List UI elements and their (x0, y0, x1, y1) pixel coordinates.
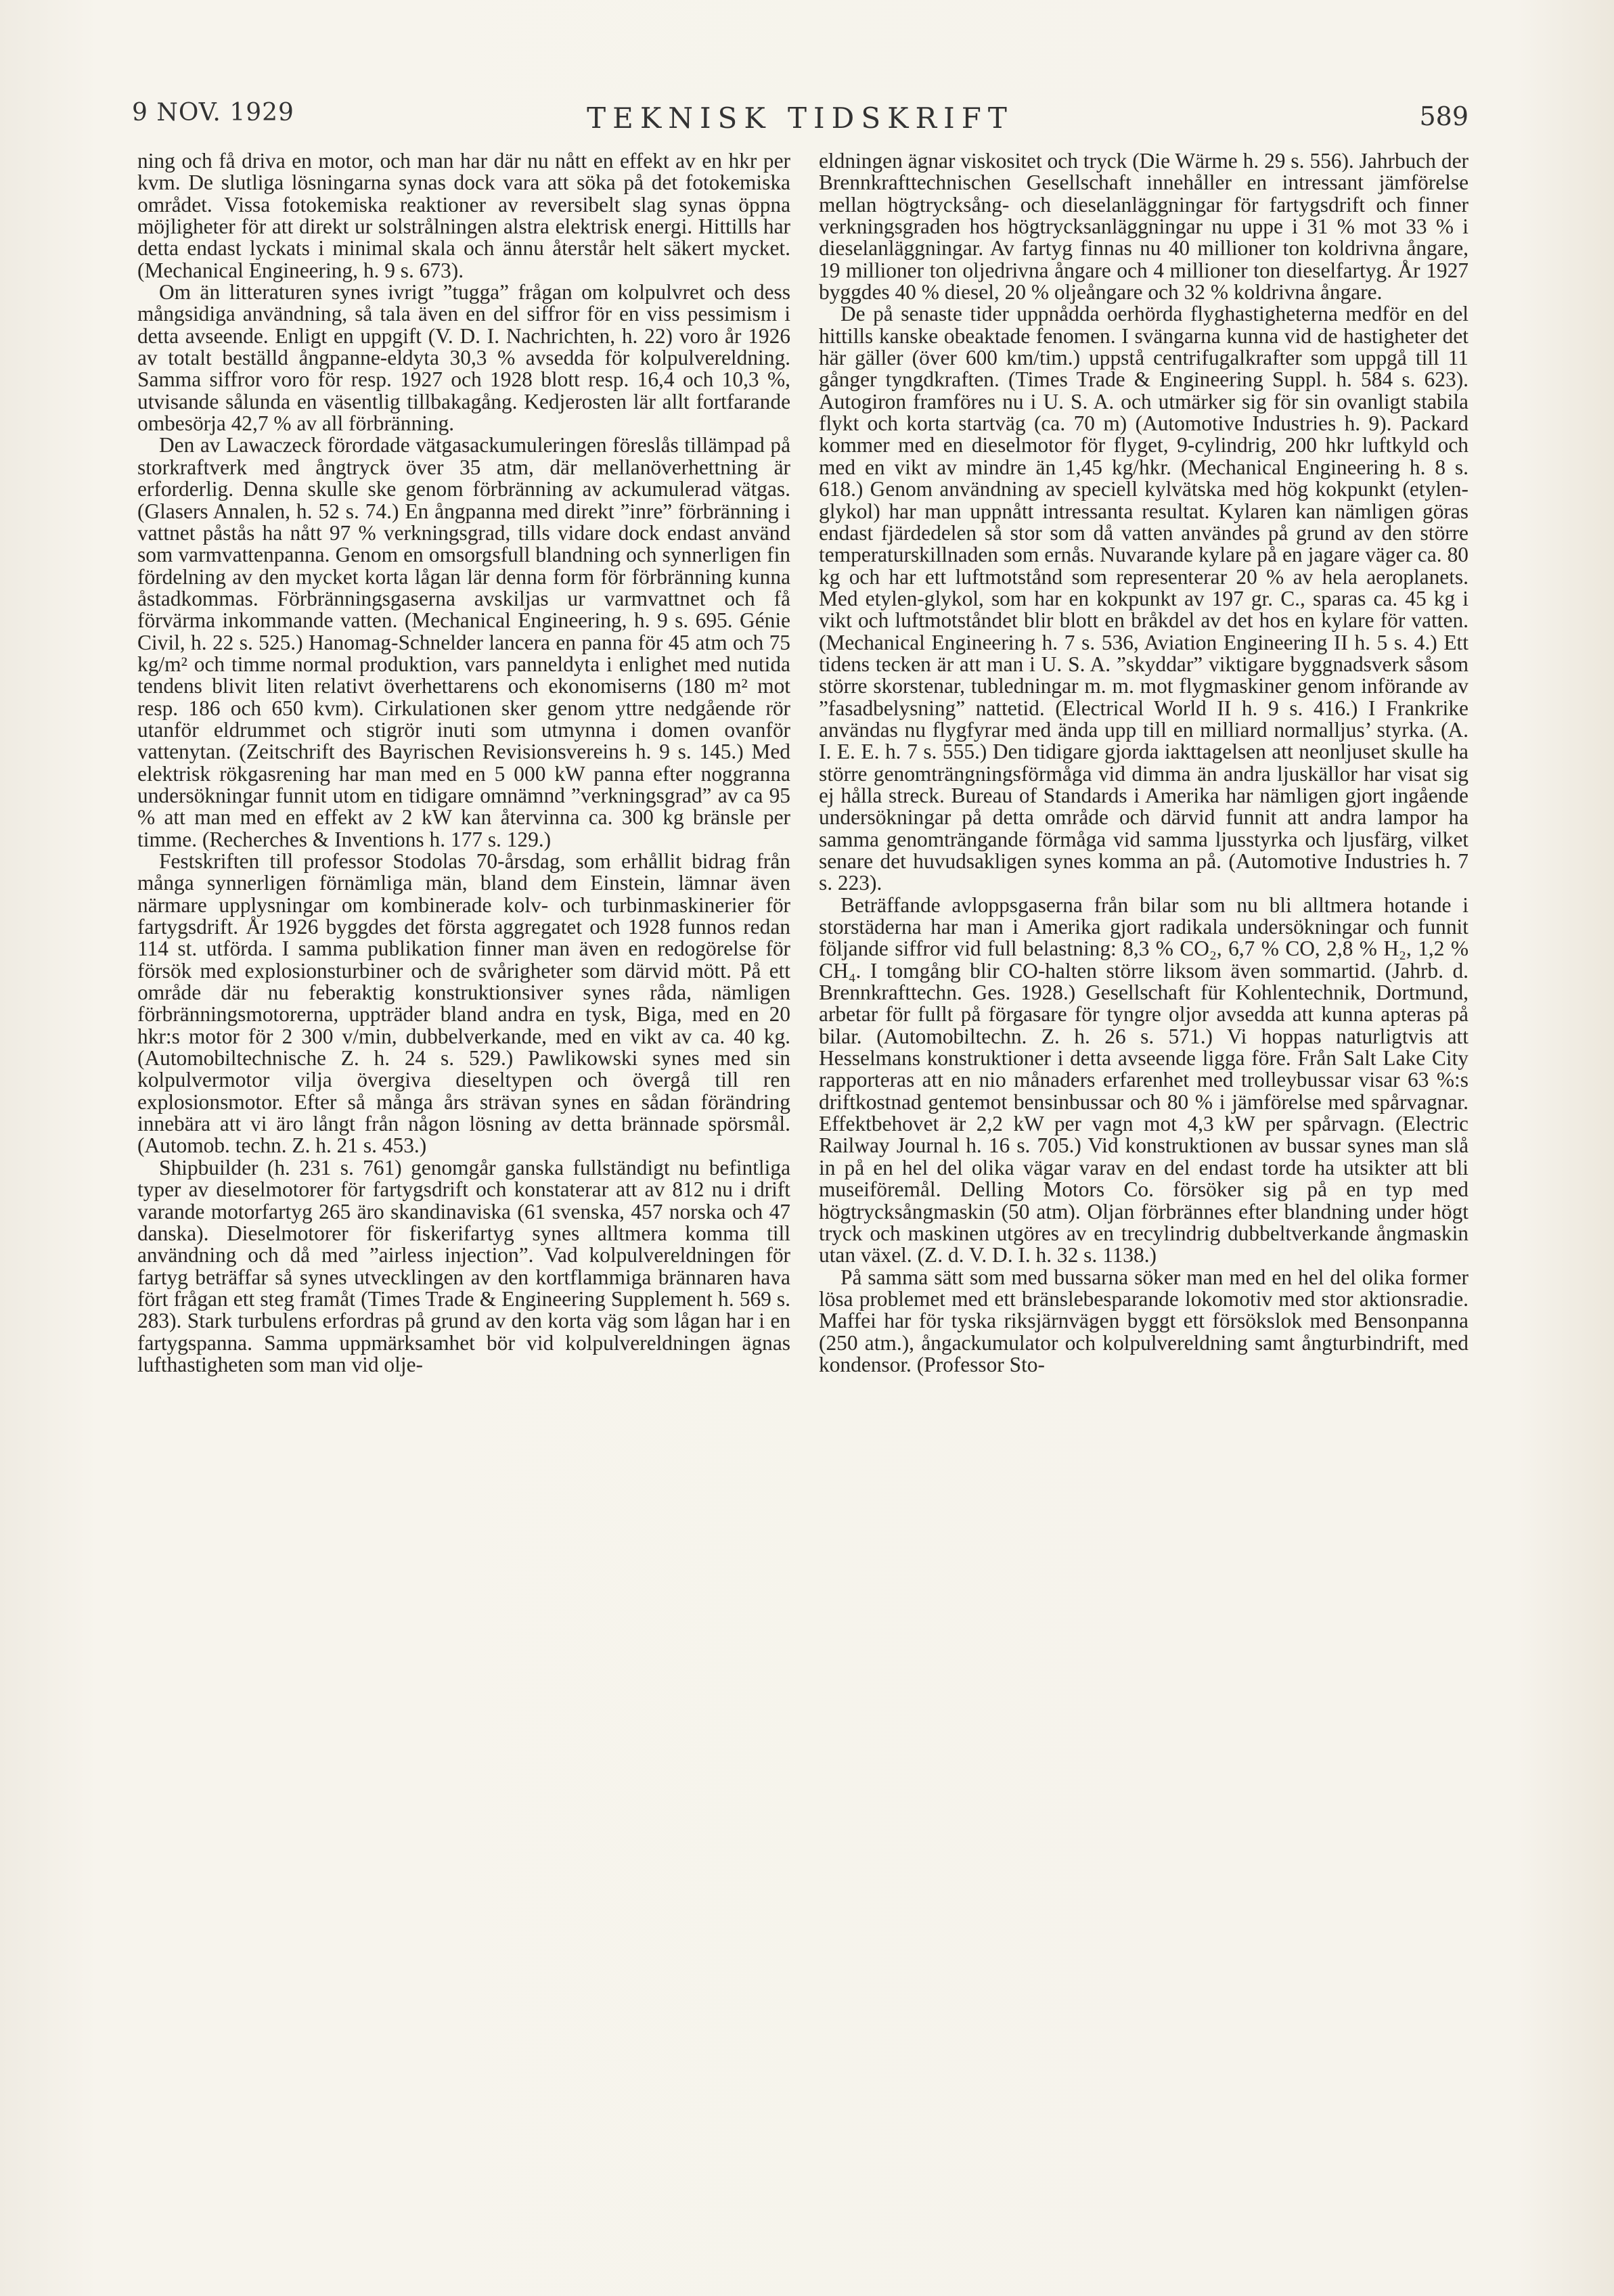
paragraph: ning och få driva en motor, och man har där nu nått en effekt av en hkr per kvm. De slutliga lösningarna synas dock vara att söka på det fotokemiska området. Vissa fotokemiska reaktioner av reversibelt slag synas öppna möjligheter för att direkt ur solstrålningen alstra elektrisk energi. Hittills har detta endast lyckats i minimal skala och ännu återstår helt säkert mycket. (Mechanical Engineering, h. 9 s. 673). (137, 149, 790, 282)
page-header (132, 93, 1469, 142)
issue-date: 9 NOV. 1929 (132, 99, 294, 127)
paragraph: Om än litteraturen synes ivrigt ”tugga” frågan om kolpulvret och dess mångsidiga användning, så tala även en del siffror för en viss pessimism i detta avseende. Enligt en uppgift (V. D. I. Nachrichten, h. 22) voro år 1926 av totalt beställd ångpanne-eldyta 30,3 % avsedda för kolpulvereldning. Samma siffror voro för resp. 1927 och 1928 blott resp. 16,4 och 10,3 %, utvisande sålunda en väsentlig tillbakagång. Kedjerosten lär allt fortfarande ombesörja 42,7 % av all förbränning. (137, 280, 790, 436)
page-number: 589 (1419, 102, 1469, 131)
paragraph: Den av Lawaczeck förordade vätgasackumuleringen föreslås tillämpad på storkraftverk med ångtryck över 35 atm, där mellanöverhettning är erforderlig. Denna skulle ske genom förbränning av ackumulerad vätgas. (Glasers Annalen, h. 52 s. 74.) En ångpanna med direkt ”inre” förbränning i vattnet påstås ha nått 97 % verkningsgrad, tills vidare dock endast använd som varmvattenpanna. Genom en omsorgsfull blandning och synnerligen fin fördelning av den mycket korta lågan lär denna form för förbränning kunna åstadkommas. Förbränningsgaserna avskiljas ur varmvattnet och få förvärma inkommande vatten. (Mechanical Engineering, h. 9 s. 695. Génie Civil, h. 22 s. 525.) Hanomag-Schnelder lancera en panna för 45 atm och 75 kg/m² och timme normal produktion, vars panneldyta i enlighet med nutida tendens blivit liten relativt överhettarens och ekonomiserns (180 m² mot resp. 186 och 650 kvm). Cirkulationen sker genom yttre nedgående rör utanför eldrummet och stigrör inuti som utmynna i domen ovanför vattenytan. (Zeitschrift des Bayrischen Revisionsvereins h. 9 s. 145.) Med elektrisk rökgasrening har man med en 5 000 kW panna efter noggranna undersökningar funnit utom en tidigare omnämnd ”verkningsgrad” av ca 95 % att man med en effekt av 2 kW kan återvinna ca. 300 kg bränsle per timme. (Recherches & Inventions h. 177 s. 129.) (137, 433, 790, 851)
right-column (819, 150, 1469, 1376)
left-column (137, 150, 790, 1376)
paragraph: Shipbuilder (h. 231 s. 761) genomgår ganska fullständigt nu befintliga typer av dieselmotorer för fartygsdrift och konstaterar att av 812 nu i drift varande motorfartyg 265 äro skandinaviska (61 svenska, 457 norska och 47 danska). Dieselmotorer för fiskerifartyg synes alltmera komma till användning och då med ”airless injection”. Vad kolpulvereldningen för fartyg beträffar så synes utvecklingen av den kortflammiga brännaren hava fört frågan ett steg framåt (Times Trade & Engineering Supplement h. 569 s. 283). Stark turbulens erfordras på grund av den korta väg som lågan har i en fartygspanna. Samma uppmärksamhet bör vid kolpulvereldningen ägnas lufthastigheten som man vid olje- (137, 1155, 790, 1376)
paragraph: Festskriften till professor Stodolas 70-årsdag, som erhållit bidrag från många synnerligen förnämliga män, bland dem Einstein, lämnar även närmare upplysningar om kombinerade kolv- och turbinmaskinerier för fartygsdrift. År 1926 byggdes det första aggregatet och 1928 funnos redan 114 st. utförda. I samma publikation finner man även en redogörelse för försök med explosionsturbiner och de svårigheter som därvid mött. På ett område där nu feberaktig konstruktionsiver synes råda, nämligen förbränningsmotorerna, uppträder bland andra en tysk, Biga, med en 20 hkr:s motor för 2 300 v/min, dubbelverkande, med en vikt av ca. 40 kg. (Automobiltechnische Z. h. 24 s. 529.) Pawlikowski synes med sin kolpulvermotor vilja övergiva dieseltypen och övergå till ren explosionsmotor. Efter så många års strävan synes en sådan förändring innebära att vi äro långt från någon lösning av detta brännade spörsmål. (Automob. techn. Z. h. 21 s. 453.) (137, 849, 790, 1158)
paragraph: eldningen ägnar viskositet och tryck (Die Wärme h. 29 s. 556). Jahrbuch der Brennkrafttechnischen Gesellschaft innehåller en intressant jämförelse mellan högtrycksång- och dieselanläggningar för fartygsdrift och finner verkningsgraden hos högtrycksanläggningar nu uppe i 31 % mot 33 % i dieselanläggningar. Av fartyg finnas nu 40 millioner ton koldrivna ångare, 19 millioner ton oljedrivna ångare och 4 millioner ton dieselfartyg. År 1927 byggdes 40 % diesel, 20 % oljeångare och 32 % koldrivna ångare. (819, 149, 1469, 305)
paragraph: Beträffande avloppsgaserna från bilar som nu bli alltmera hotande i storstäderna har man i Amerika gjort radikala undersökningar och funnit följande siffror vid full belastning: 8,3 % CO₂, 6,7 % CO, 2,8 % H₂, 1,2 % CH₄. I tomgång blir CO-halten större liksom även sommartid. (Jahrb. d. Brennkrafttechn. Ges. 1928.) Gesellschaft für Kohlentechnik, Dortmund, arbetar för fullt på förgasare för tyngre oljor avsedda att kunna apteras på bilar. (Automobiltechn. Z. h. 26 s. 571.) Vi hoppas naturligtvis att Hesselmans konstruktioner i detta avseende ligga före. Från Salt Lake City rapporteras att en nio månaders erfarenhet med trolleybussar visar 63 %:s driftkostnad gentemot bensinbussar och 80 % i jämförelse med spårvagnar. Effektbehovet är 2,2 kW per vagn mot 4,3 kW per spårvagn. (Electric Railway Journal h. 16 s. 705.) Vid konstruktionen av bussar synes man slå in på en hel del olika vägar varav en del endast torde ha utsikter att bli museiföremål. Delling Motors Co. försöker sig på en typ med högtrycksångmaskin (50 atm). Oljan förbrännes efter blandning under högt tryck och maskinen utgöres av en trecylindrig dubbeltverkande ångmaskin utan växel. (Z. d. V. D. I. h. 32 s. 1138.) (819, 893, 1469, 1267)
journal-title: TEKNISK TIDSKRIFT (587, 102, 1014, 135)
paragraph: På samma sätt som med bussarna söker man med en hel del olika former lösa problemet med ett bränslebesparande lokomotiv med stor aktionsradie. Maffei har för tyska riksjärnvägen byggt ett försökslok med Bensonpanna (250 atm.), ångackumulator och kolpulvereldning samt ångturbindrift, med kondensor. (Professor Sto- (819, 1265, 1469, 1376)
paragraph: De på senaste tider uppnådda oerhörda flyghastigheterna medför en del hittills kanske obeaktade fenomen. I svängarna kunna vid de hastigheter det här gäller (över 600 km/tim.) uppstå centrifugalkrafter som uppgå till 11 gånger tyngdkraften. (Times Trade & Engineering Suppl. h. 584 s. 623). Autogiron framföres nu i U. S. A. och utmärker sig för sin ovanligt stabila flykt och korta startväg (ca. 70 m) (Automotive Industries h. 9). Packard kommer med en dieselmotor för flyget, 9-cylindrig, 200 hkr luftkyld och med en vikt av mindre än 1,45 kg/hkr. (Mechanical Engineering h. 8 s. 618.) Genom användning av speciell kylvätska med hög kokpunkt (etylen-glykol) har man uppnått intressanta resultat. Kylaren kan nämligen göras endast fjärdedelen så stor som då vatten användes på grund av den större temperaturskillnaden som ernås. Nuvarande kylare på en jagare väger ca. 80 kg och har ett luftmotstånd som representerar 20 % av hela aeroplanets. Med etylen-glykol, som har en kokpunkt av 197 gr. C., sparas ca. 45 kg i vikt och luftmotståndet blir blott en bråkdel av det hos en kylare för vatten. (Mechanical Engineering h. 7 s. 536, Aviation Engineering II h. 5 s. 4.) Ett tidens tecken är att man i U. S. A. ”skyddar” viktigare byggnadsverk såsom större skorstenar, tubledningar m. m. mot flygmaskiner genom införande av ”fasadbelysning” nattetid. (Electrical World II h. 9 s. 416.) I Frankrike användas nu flygfyrar med ända upp till en milliard normalljus’ styrka. (A. I. E. E. h. 7 s. 555.) Den tidigare gjorda iakttagelsen att neonljuset skulle ha större genomträngningsförmåga vid dimma än andra ljuskällor har visat sig ej hålla streck. Bureau of Standards i Amerika har nämligen gjort ingående undersökningar på detta område och därvid funnit att andra lampor ha samma genomträngande förmåga vid samma ljusstyrka och ljusfärg, vilket senare det huvudsakligen synes komma an på. (Automotive Industries h. 7 s. 223). (819, 302, 1469, 895)
